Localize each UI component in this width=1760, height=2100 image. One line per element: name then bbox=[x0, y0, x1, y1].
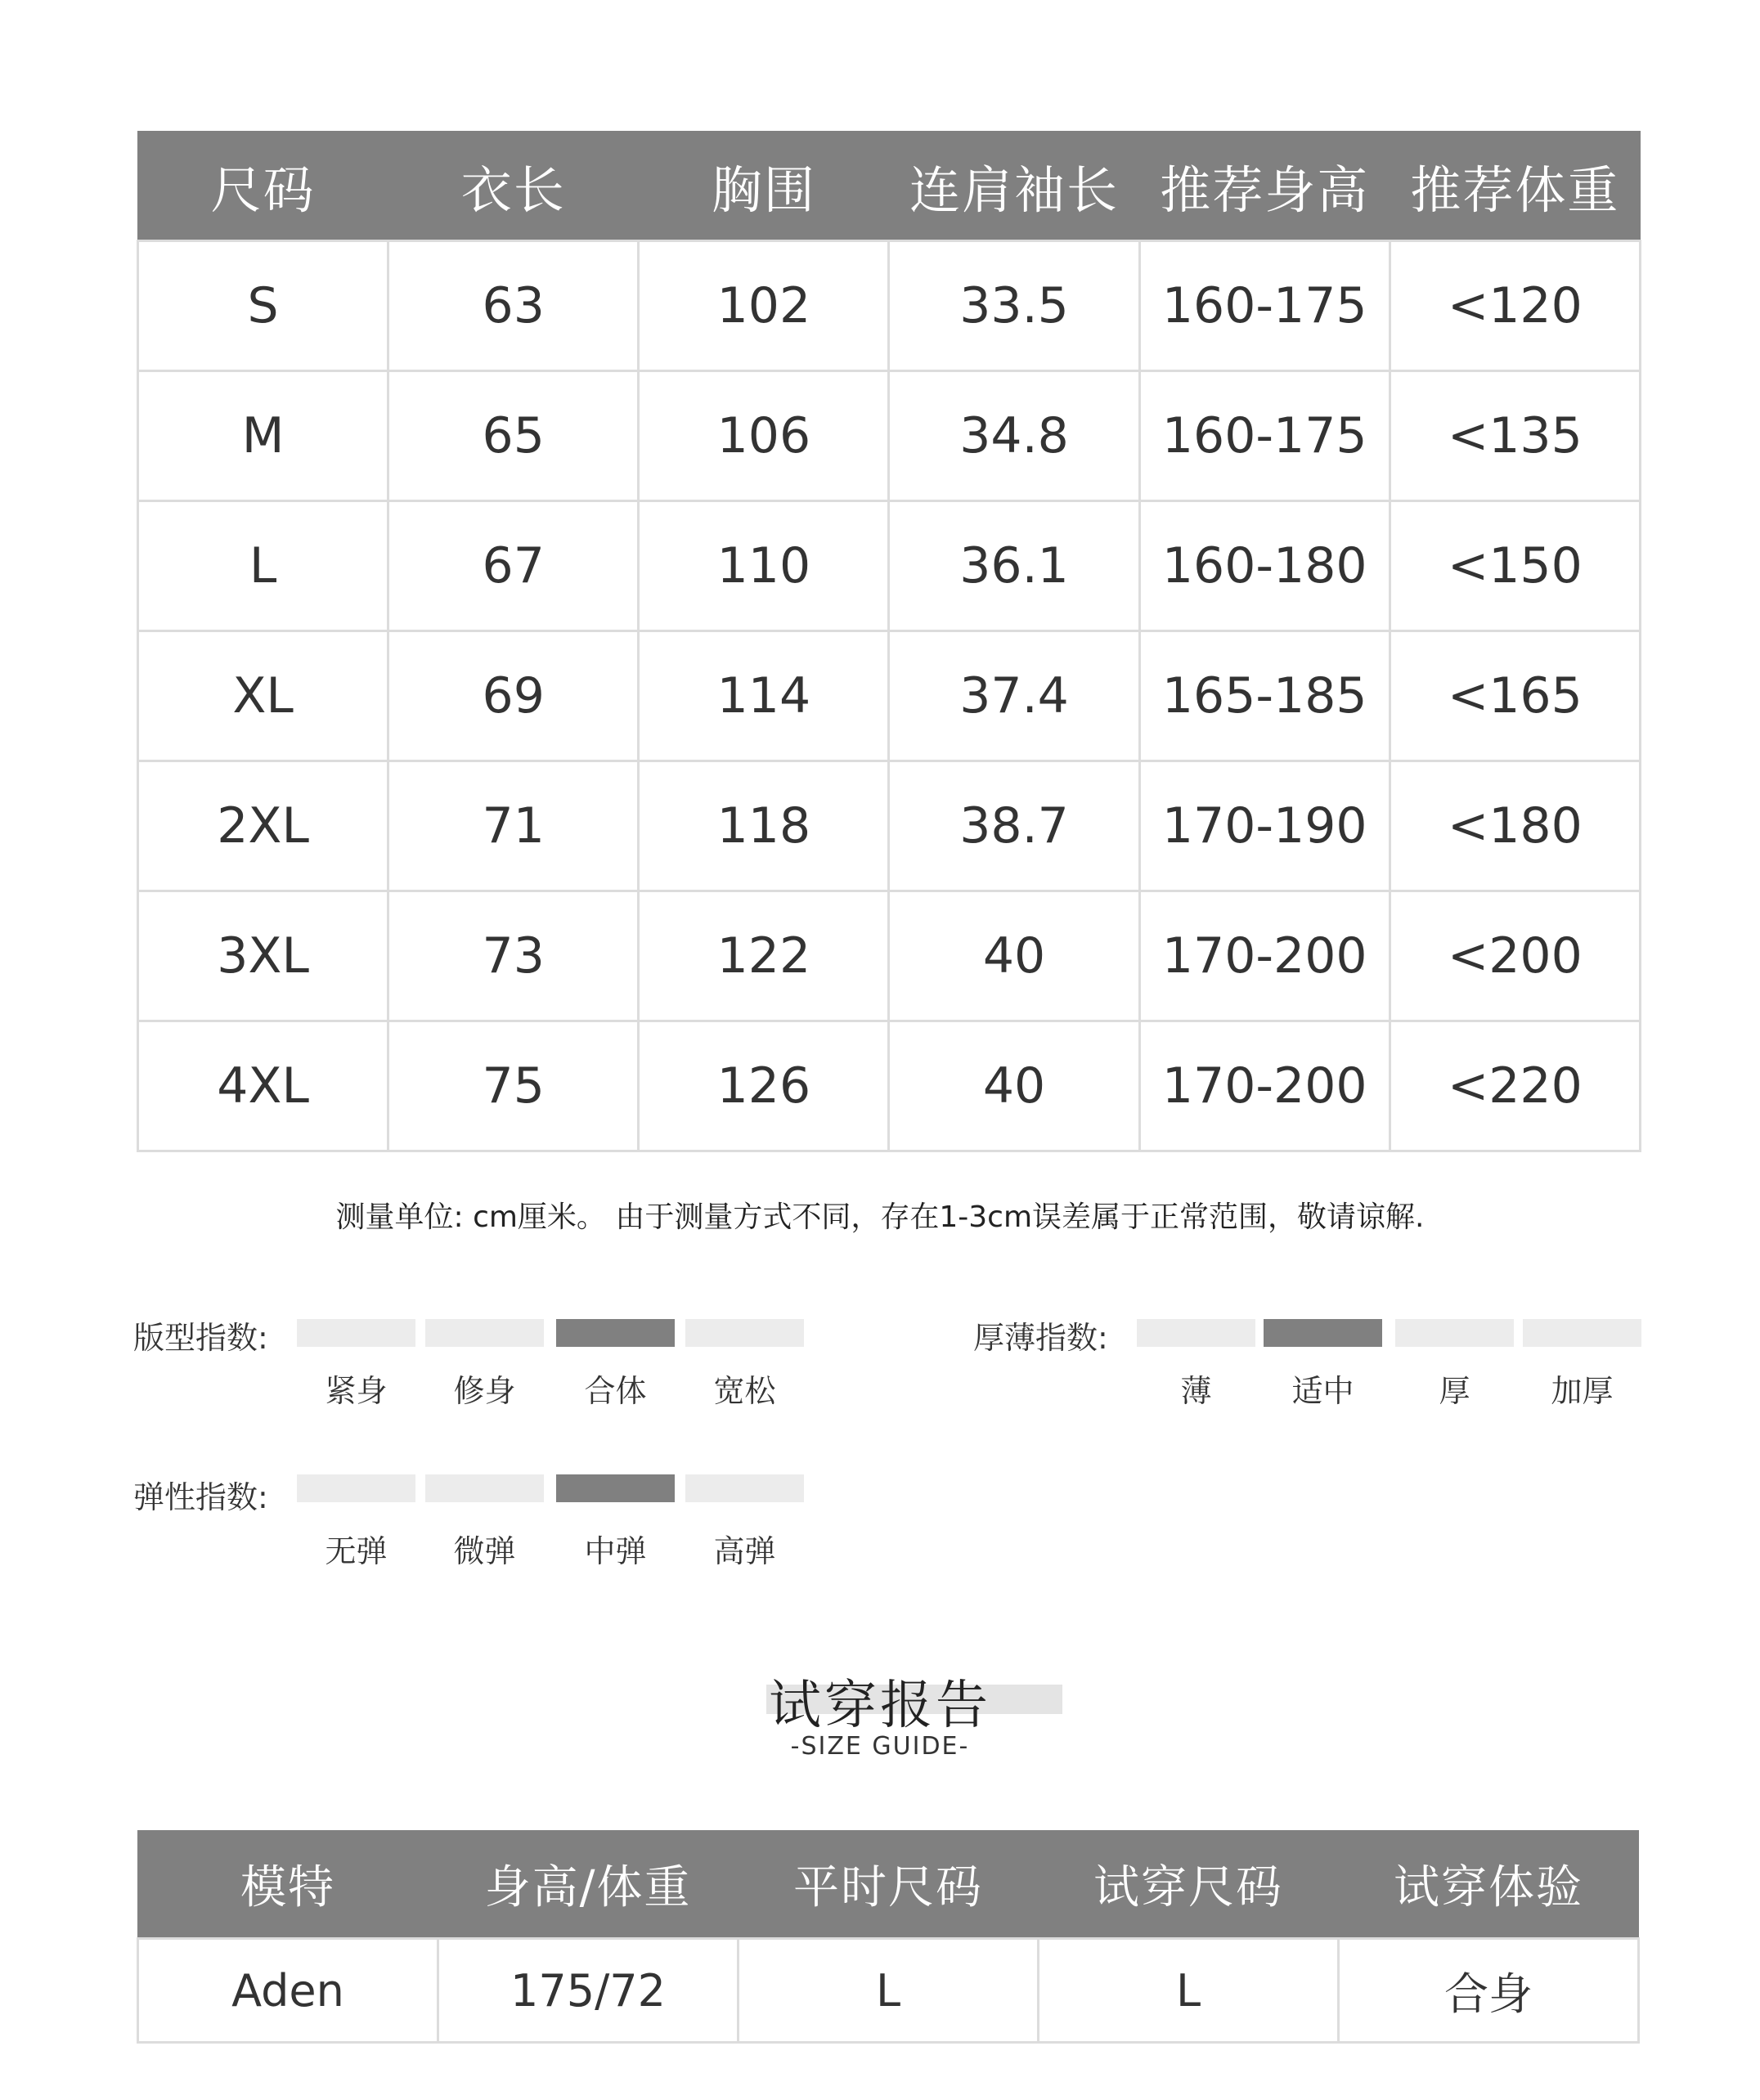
cell-size: L bbox=[138, 501, 388, 631]
cell-height: 170-200 bbox=[1139, 891, 1390, 1021]
table-row bbox=[138, 761, 1641, 891]
thickness-index-bar-thin bbox=[1137, 1319, 1255, 1347]
fit-option-tight: 紧身 bbox=[325, 1373, 388, 1409]
table-row bbox=[138, 891, 1641, 1021]
header-usual-size: 平时尺码 bbox=[739, 1831, 1039, 1939]
measurement-note: 测量单位: cm厘米。 由于测量方式不同，存在1-3cm误差属于正常范围，敬请谅解. bbox=[335, 1200, 1425, 1234]
thickness-index-bar-extra-thick bbox=[1523, 1319, 1641, 1347]
header-model: 模特 bbox=[138, 1831, 438, 1939]
fit-index-label: 版型指数: bbox=[133, 1320, 268, 1356]
cell-length: 65 bbox=[388, 371, 639, 501]
elasticity-index-bar-high bbox=[685, 1474, 804, 1502]
header-size: 尺码 bbox=[138, 132, 388, 241]
header-length: 衣长 bbox=[388, 132, 639, 241]
thickness-option-extra-thick: 加厚 bbox=[1551, 1373, 1614, 1409]
cell-chest: 114 bbox=[639, 631, 889, 761]
cell-length: 63 bbox=[388, 241, 639, 371]
cell-weight: <135 bbox=[1390, 371, 1640, 501]
fit-option-regular: 合体 bbox=[584, 1373, 647, 1409]
cell-height: 160-175 bbox=[1139, 241, 1390, 371]
elasticity-option-slight: 微弹 bbox=[453, 1533, 516, 1569]
cell-height: 165-185 bbox=[1139, 631, 1390, 761]
cell-sleeve: 38.7 bbox=[889, 761, 1139, 891]
cell-height: 160-180 bbox=[1139, 501, 1390, 631]
cell-chest: 122 bbox=[639, 891, 889, 1021]
cell-weight: <200 bbox=[1390, 891, 1640, 1021]
cell-length: 67 bbox=[388, 501, 639, 631]
cell-weight: <220 bbox=[1390, 1021, 1640, 1151]
cell-sleeve: 36.1 bbox=[889, 501, 1139, 631]
fit-option-slim: 修身 bbox=[453, 1373, 516, 1409]
cell-weight: <120 bbox=[1390, 241, 1640, 371]
cell-sleeve: 34.8 bbox=[889, 371, 1139, 501]
cell-sleeve: 33.5 bbox=[889, 241, 1139, 371]
header-chest: 胸围 bbox=[639, 132, 889, 241]
cell-length: 75 bbox=[388, 1021, 639, 1151]
thickness-option-thin: 薄 bbox=[1180, 1373, 1212, 1409]
elasticity-option-high: 高弹 bbox=[713, 1533, 776, 1569]
header-height-weight: 身高/体重 bbox=[438, 1831, 739, 1939]
cell-model: Aden bbox=[138, 1939, 438, 2043]
cell-length: 69 bbox=[388, 631, 639, 761]
cell-size: 3XL bbox=[138, 891, 388, 1021]
cell-size: 4XL bbox=[138, 1021, 388, 1151]
elasticity-index-bar-none bbox=[297, 1474, 415, 1502]
elasticity-index-bar-medium-selected bbox=[556, 1474, 675, 1502]
thickness-option-medium: 适中 bbox=[1291, 1373, 1354, 1409]
table-row bbox=[138, 631, 1641, 761]
thickness-index-bar-medium-selected bbox=[1264, 1319, 1382, 1347]
size-chart-header-row bbox=[138, 132, 1641, 241]
table-row bbox=[138, 501, 1641, 631]
elasticity-index-bar-slight bbox=[425, 1474, 544, 1502]
cell-chest: 102 bbox=[639, 241, 889, 371]
cell-size: M bbox=[138, 371, 388, 501]
header-experience: 试穿体验 bbox=[1339, 1831, 1639, 1939]
cell-length: 73 bbox=[388, 891, 639, 1021]
cell-weight: <165 bbox=[1390, 631, 1640, 761]
report-header-row bbox=[138, 1831, 1639, 1939]
cell-height: 160-175 bbox=[1139, 371, 1390, 501]
header-height: 推荐身高 bbox=[1139, 132, 1390, 241]
cell-size: XL bbox=[138, 631, 388, 761]
fit-option-loose: 宽松 bbox=[713, 1373, 776, 1409]
cell-size: S bbox=[138, 241, 388, 371]
header-tried-size: 试穿尺码 bbox=[1039, 1831, 1339, 1939]
elasticity-index-label: 弹性指数: bbox=[133, 1479, 268, 1515]
fit-index-bar-slim bbox=[425, 1319, 544, 1347]
elasticity-option-none: 无弹 bbox=[325, 1533, 388, 1569]
fit-index-bar-regular-selected bbox=[556, 1319, 675, 1347]
fit-index-bar-loose bbox=[685, 1319, 804, 1347]
elasticity-option-medium: 中弹 bbox=[584, 1533, 647, 1569]
cell-sleeve: 40 bbox=[889, 1021, 1139, 1151]
cell-height-weight: 175/72 bbox=[438, 1939, 739, 2043]
report-title: 试穿报告 bbox=[769, 1676, 991, 1736]
thickness-index-bar-thick bbox=[1395, 1319, 1514, 1347]
cell-size: 2XL bbox=[138, 761, 388, 891]
table-row bbox=[138, 1021, 1641, 1151]
cell-length: 71 bbox=[388, 761, 639, 891]
cell-chest: 110 bbox=[639, 501, 889, 631]
cell-weight: <180 bbox=[1390, 761, 1640, 891]
cell-height: 170-190 bbox=[1139, 761, 1390, 891]
cell-chest: 126 bbox=[639, 1021, 889, 1151]
fitting-report-table bbox=[137, 1830, 1640, 2044]
cell-chest: 106 bbox=[639, 371, 889, 501]
cell-usual-size: L bbox=[739, 1939, 1039, 2043]
size-chart-table bbox=[137, 131, 1641, 1152]
report-subtitle: -SIZE GUIDE- bbox=[790, 1732, 970, 1761]
cell-chest: 118 bbox=[639, 761, 889, 891]
header-sleeve: 连肩袖长 bbox=[889, 132, 1139, 241]
table-row bbox=[138, 1939, 1639, 2043]
table-row bbox=[138, 241, 1641, 371]
thickness-index-label: 厚薄指数: bbox=[973, 1320, 1108, 1356]
cell-height: 170-200 bbox=[1139, 1021, 1390, 1151]
cell-tried-size: L bbox=[1039, 1939, 1339, 2043]
table-row bbox=[138, 371, 1641, 501]
thickness-option-thick: 厚 bbox=[1439, 1373, 1470, 1409]
header-weight: 推荐体重 bbox=[1390, 132, 1640, 241]
cell-sleeve: 37.4 bbox=[889, 631, 1139, 761]
fit-index-bar-tight bbox=[297, 1319, 415, 1347]
cell-experience: 合身 bbox=[1339, 1939, 1639, 2043]
cell-sleeve: 40 bbox=[889, 891, 1139, 1021]
cell-weight: <150 bbox=[1390, 501, 1640, 631]
